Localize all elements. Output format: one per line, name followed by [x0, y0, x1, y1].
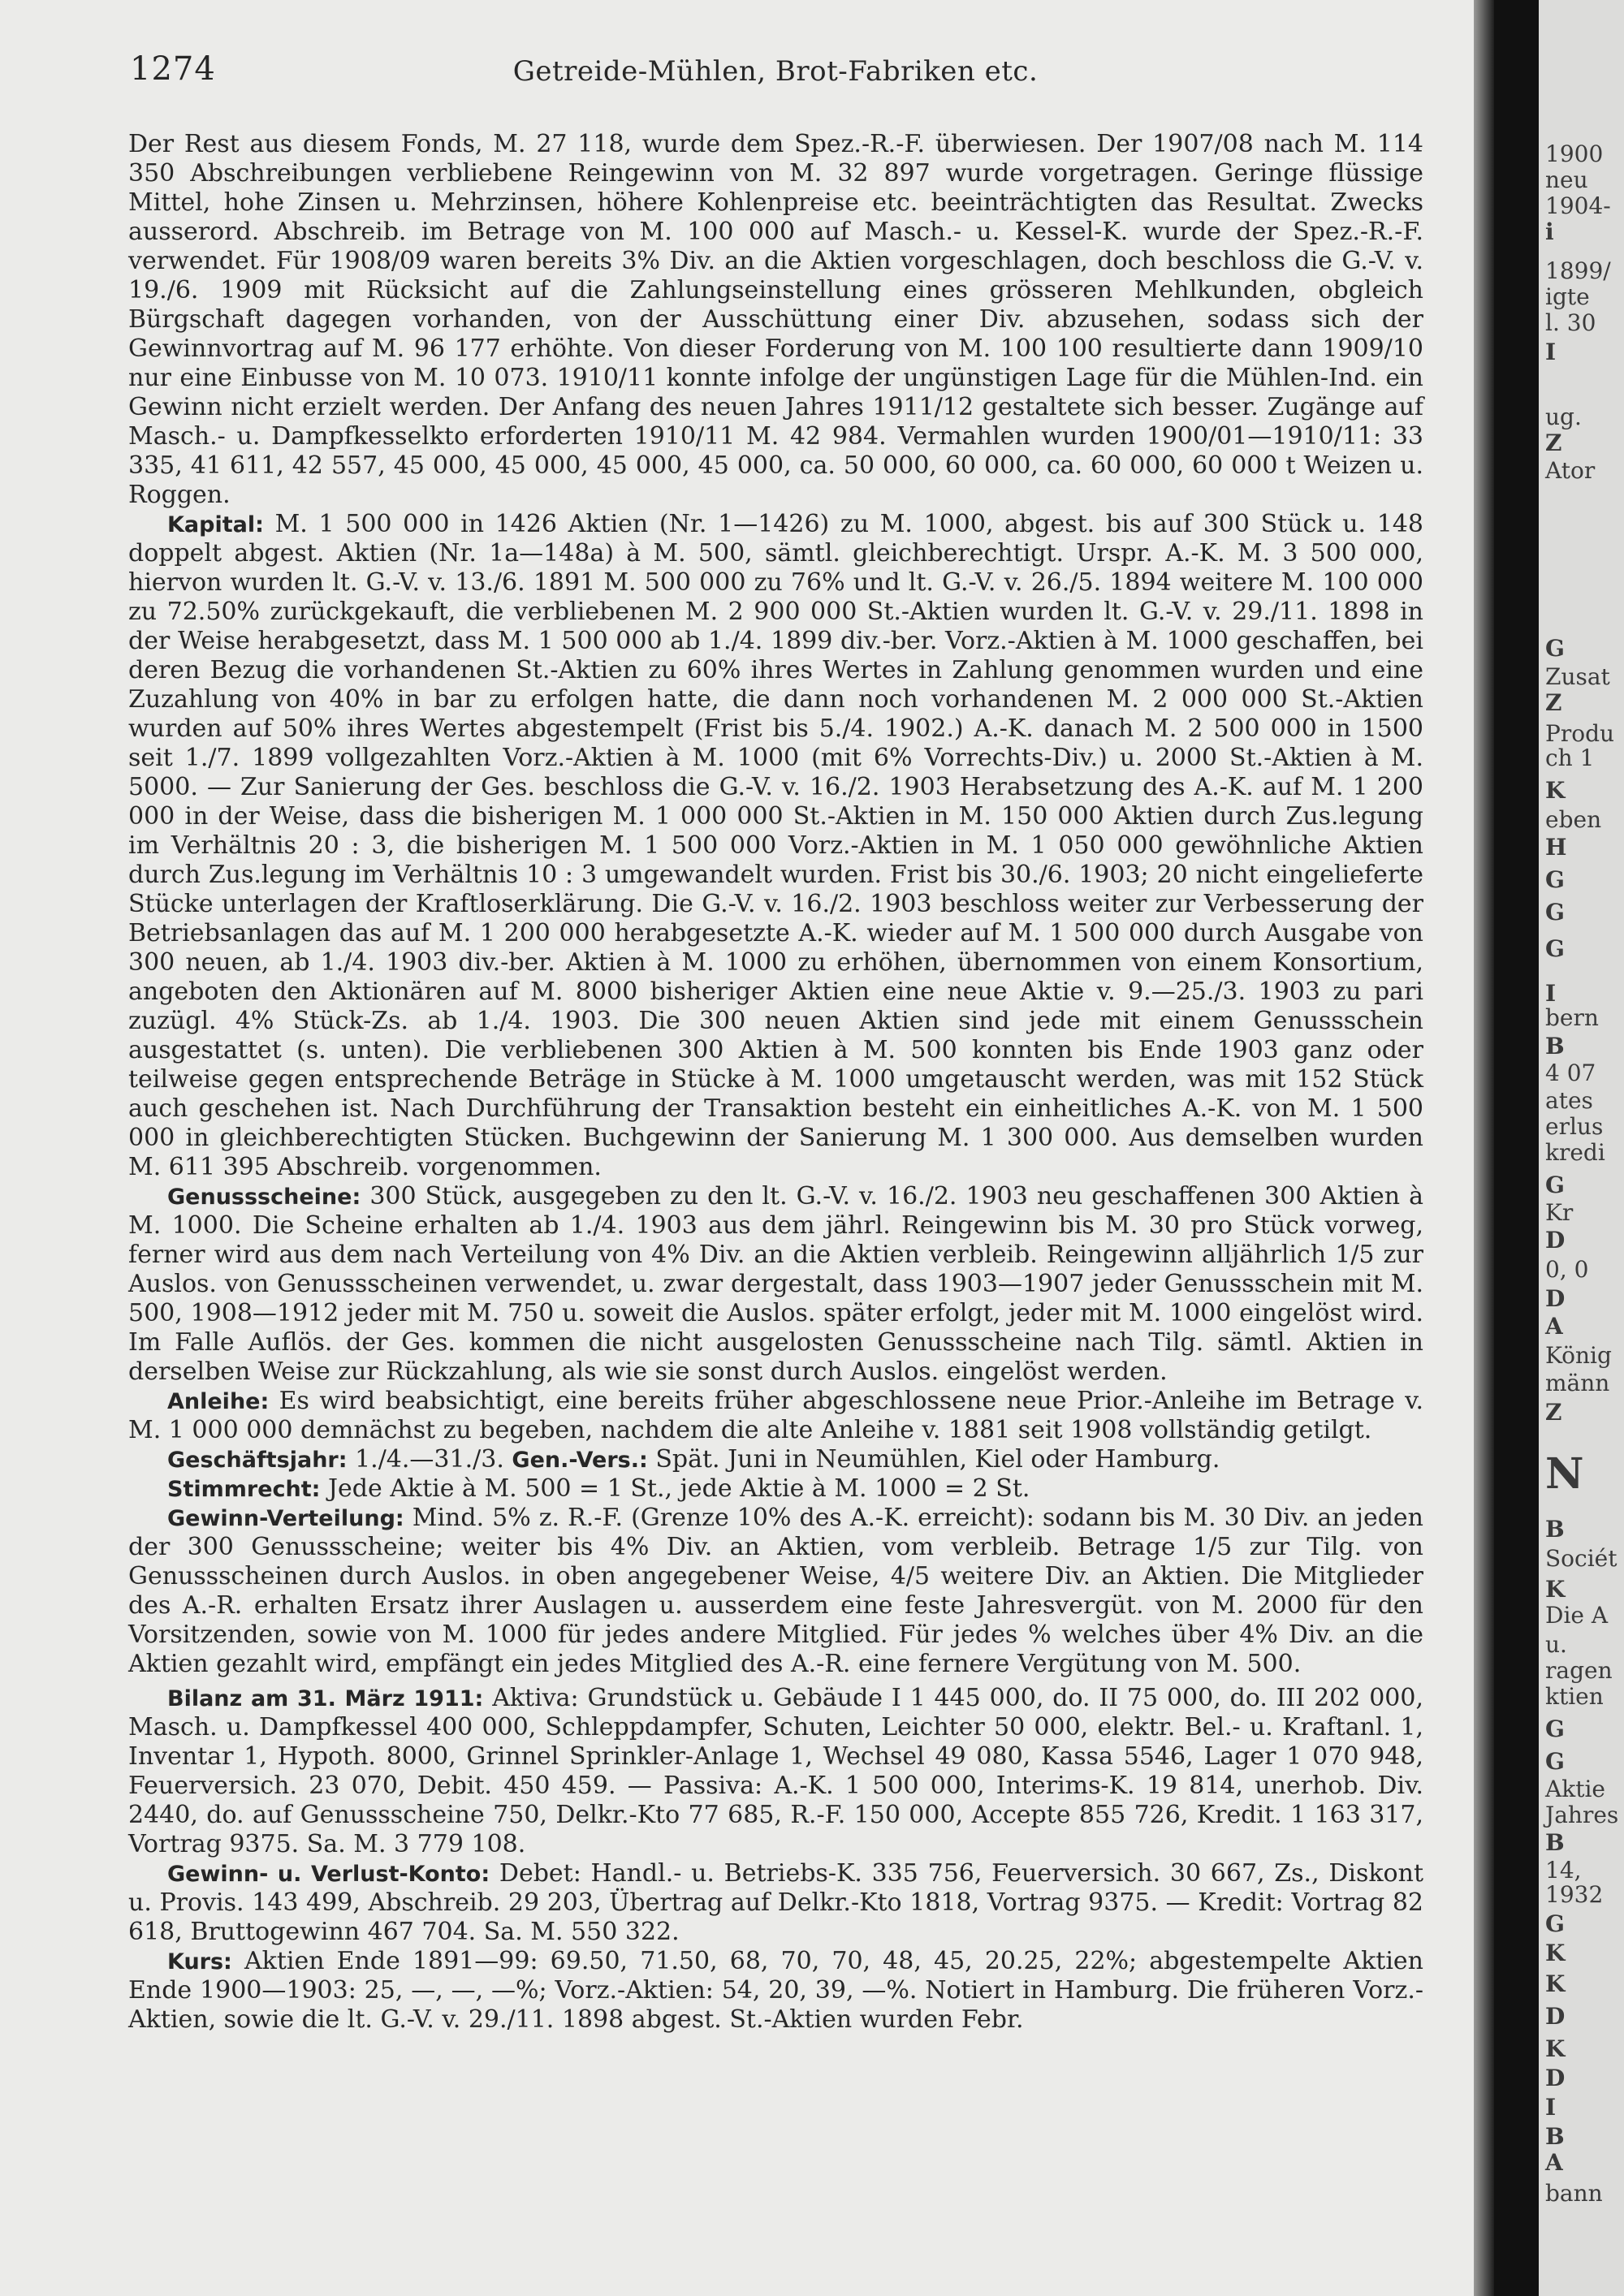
adjacent-page-fragment: I [1545, 2094, 1557, 2121]
paragraph-text: Mind. 5% z. R.-F. (Grenze 10% des A.-K. erreicht): sodann bis M. 30 Div. an jeden der 300 Genussscheine; weiter bis 4% Div. an Aktien, vom verbleib. Betrage 1/5 zur Tilg. von Genussscheinen durch Auslos. in oben angegebener Weise, 4/5 weitere Div. an Aktien. Die Mitglieder des A.-R. erhalten Ersatz ihrer Auslagen u. ausserdem eine feste Jahresvergüt. von M. 2000 für den Vorsitzenden, sowie von M. 1000 für jedes andere Mitglied. Für jedes % welches über 4% Div. an die Aktien gezahlt wird, empfängt ein jedes Mitglied des A.-R. eine fernere Vergütung von M. 500. [128, 1504, 1423, 1678]
adjacent-page-fragment: K [1545, 1576, 1566, 1603]
paragraph-text: 1./4.—31./3. [355, 1445, 504, 1474]
adjacent-page-fragment: Zusat [1545, 663, 1610, 690]
adjacent-page-fragment: Aktie [1545, 1776, 1605, 1802]
adjacent-page-fragment: G [1545, 635, 1565, 662]
paragraph-text: Debet: Handl.- u. Betriebs-K. 335 756, Feuerversich. 30 667, Zs., Diskont u. Provis. 143 499, Abschreib. 29 203, Übertrag auf Delkr.-Kto 1818, Vortrag 9375. — Kredit: Vortrag 82 618, Bruttogewinn 467 704. Sa. M. 550 322. [128, 1859, 1423, 1946]
section-label: Kapital: [167, 512, 264, 537]
adjacent-page-fragment: G [1545, 1172, 1565, 1198]
paragraph-fonds [128, 130, 1423, 510]
paragraph-text: Jede Aktie à M. 500 = 1 St., jede Aktie à M. 1000 = 2 St. [327, 1474, 1030, 1503]
adjacent-page-fragment: 1904- [1545, 192, 1611, 219]
adjacent-page-fragment: ragen [1545, 1657, 1613, 1684]
adjacent-page-fragment: König [1545, 1342, 1612, 1369]
adjacent-page-fragment: eben [1545, 806, 1602, 833]
adjacent-page-fragment: Z [1545, 429, 1562, 456]
adjacent-page-fragment: N [1545, 1449, 1584, 1499]
adjacent-page-fragment: G [1545, 866, 1565, 893]
paragraph-kapital [128, 510, 1423, 1182]
adjacent-page-fragment: K [1545, 1940, 1566, 1966]
section-label: Bilanz am 31. März 1911: [167, 1686, 484, 1711]
section-label: Gewinn- u. Verlust-Konto: [167, 1862, 490, 1887]
adjacent-page-fragment: kredi [1545, 1139, 1605, 1166]
adjacent-page-fragment: I [1545, 339, 1557, 365]
adjacent-page-fragment: Z [1545, 689, 1562, 716]
adjacent-page-fragment: G [1545, 1748, 1565, 1775]
paragraph-kurs [128, 1947, 1423, 2035]
adjacent-page-fragment: G [1545, 899, 1565, 926]
section-label: Gewinn-Verteilung: [167, 1506, 404, 1531]
adjacent-page-fragment: Z [1545, 1399, 1562, 1426]
adjacent-page-fragment: 1932 [1545, 1881, 1604, 1908]
adjacent-page-fragment: K [1545, 1970, 1566, 1997]
paragraph-genussscheine [128, 1182, 1423, 1387]
adjacent-page-fragment: Jahres [1545, 1802, 1619, 1828]
adjacent-page-fragment: I [1545, 980, 1557, 1007]
paragraph-text-gen-vers: Spät. Juni in Neumühlen, Kiel oder Hamburg. [655, 1445, 1220, 1474]
adjacent-page-fragment: K [1545, 2035, 1566, 2062]
adjacent-page-fragment: 14, [1545, 1857, 1582, 1884]
adjacent-page-fragment: ates [1545, 1087, 1593, 1114]
paragraph-bilanz [128, 1684, 1423, 1859]
adjacent-page-fragment: K [1545, 777, 1566, 804]
paragraph-anleihe [128, 1387, 1423, 1445]
adjacent-page-fragment: A [1545, 1313, 1563, 1340]
adjacent-page-fragment: D [1545, 1227, 1566, 1254]
adjacent-page-fragment: G [1545, 1716, 1565, 1742]
adjacent-page-fragment: ch 1 [1545, 744, 1595, 771]
page-header [130, 50, 1421, 99]
adjacent-page-fragment: Kr [1545, 1199, 1574, 1226]
adjacent-page-fragment: D [1545, 2065, 1566, 2091]
adjacent-page-fragment: G [1545, 1910, 1565, 1937]
adjacent-page-fragment: ug. [1545, 404, 1582, 430]
section-label: Kurs: [167, 1949, 232, 1974]
adjacent-page-edge [1539, 0, 1624, 2296]
adjacent-page-fragment: D [1545, 2003, 1566, 2030]
adjacent-page-fragment: 1900 [1545, 140, 1604, 167]
article-body [128, 130, 1423, 2035]
paragraph-gewinn-verteilung [128, 1504, 1423, 1679]
paragraph-geschaeftsjahr [128, 1445, 1423, 1474]
adjacent-page-fragment: 4 07 [1545, 1060, 1596, 1086]
adjacent-page-fragment: Produ [1545, 720, 1615, 747]
paragraph-gewinn-verlust [128, 1859, 1423, 1947]
adjacent-page-fragment: igte [1545, 283, 1590, 310]
adjacent-page-fragment: bann [1545, 2180, 1603, 2207]
page-gutter-shadow [1474, 0, 1494, 2296]
adjacent-page-fragment: neu [1545, 166, 1588, 193]
adjacent-page-fragment: bern [1545, 1004, 1599, 1031]
paragraph-text: Der Rest aus diesem Fonds, M. 27 118, wurde dem Spez.-R.-F. überwiesen. Der 1907/08 nach M. 114 350 Abschreibungen verbliebene Reingewinn von M. 32 897 wurde vorgetragen. Geringe flüssige Mittel, hohe Zinsen u. Mehrzinsen, höhere Kohlenpreise etc. beeinträchtigten das Resultat. Zwecks ausserord. Abschreib. im Betrage von M. 100 000 auf Masch.- u. Kessel-K. wurde der Spez.-R.-F. verwendet. Für 1908/09 waren bereits 3% Div. an die Aktien vorgeschlagen, doch beschloss die G.-V. v. 19./6. 1909 mit Rücksicht auf die Zahlungseinstellung eines grösseren Mehlkunden, obgleich Bürgschaft dagegen vorhanden, von der Ausschüttung einer Div. abzusehen, sodass sich der Gewinnvortrag auf M. 96 177 erhöhte. Von dieser Forderung von M. 100 100 resultierte dann 1909/10 nur eine Einbusse von M. 10 073. 1910/11 konnte infolge der ungünstigen Lage für die Mühlen-Ind. ein Gewinn nicht erzielt werden. Der Anfang des neuen Jahres 1911/12 gestaltete sich besser. Zugänge auf Masch.- u. Dampfkesselkto erforderten 1910/11 M. 42 984. Vermahlen wurden 1900/01—1910/11: 33 335, 41 611, 42 557, 45 000, 45 000, 45 000, 45 000, ca. 50 000, 60 000, ca. 60 000, 60 000 t Weizen u. Roggen. [128, 130, 1423, 509]
adjacent-page-fragment: B [1545, 1033, 1565, 1060]
section-label-gen-vers: Gen.-Vers.: [512, 1448, 648, 1473]
paragraph-text: 300 Stück, ausgegeben zu den lt. G.-V. v. 16./2. 1903 neu geschaffenen 300 Aktien à M. 1000. Die Scheine erhalten ab 1./4. 1903 aus dem jährl. Reingewinn bis M. 30 pro Stück vorweg, ferner wird aus dem nach Verteilung von 4% Div. an die Aktien verbleib. Reingewinn alljährlich 1/5 zur Auslos. von Genussscheinen verwendet, u. zwar dergestalt, dass 1903—1907 jeder Genussschein mit M. 500, 1908—1912 jeder mit M. 750 u. soweit die Auslos. später erfolgt, jeder mit M. 1000 eingelöst wird. Im Falle Auflös. der Ges. kommen die nicht ausgelosten Genussscheine nach Tilg. sämtl. Aktien in derselben Weise zur Rückzahlung, als wie sie sonst durch Auslos. eingelöst werden. [128, 1182, 1423, 1386]
adjacent-page-fragment: D [1545, 1285, 1566, 1312]
adjacent-page-fragment: i [1545, 218, 1554, 245]
adjacent-page-fragment: Sociét [1545, 1545, 1618, 1572]
adjacent-page-fragment: 1899/ [1545, 257, 1611, 284]
section-label: Stimmrecht: [167, 1477, 321, 1502]
adjacent-page-fragment: ktien [1545, 1683, 1604, 1710]
adjacent-page-fragment: männ [1545, 1370, 1610, 1396]
adjacent-page-fragment: Die A [1545, 1602, 1609, 1629]
adjacent-page-fragment: 0, 0 [1545, 1256, 1589, 1283]
adjacent-page-fragment: u. [1545, 1631, 1567, 1658]
adjacent-page-fragment: l. 30 [1545, 309, 1596, 336]
adjacent-page-fragment: B [1545, 1829, 1565, 1856]
page-number: 1274 [130, 50, 216, 88]
adjacent-page-fragment: H [1545, 834, 1567, 861]
section-label: Genussscheine: [167, 1185, 361, 1210]
adjacent-page-fragment: G [1545, 935, 1565, 962]
adjacent-page-fragment: Ator [1545, 457, 1596, 484]
paragraph-stimmrecht [128, 1474, 1423, 1504]
paragraph-text: Aktien Ende 1891—99: 69.50, 71.50, 68, 70, 70, 48, 45, 20.25, 22%; abgestempelte Aktien Ende 1900—1903: 25, —, —, —%; Vorz.-Aktien: 54, 20, 39, —%. Notiert in Hamburg. Die früheren Vorz.-Aktien, sowie die lt. G.-V. v. 29./11. 1898 abgest. St.-Aktien wurden Febr. [128, 1947, 1423, 2034]
adjacent-page-fragment: erlus [1545, 1113, 1604, 1140]
paragraph-text: Es wird beabsichtigt, eine bereits früher abgeschlossene neue Prior.-Anleihe im Betrage v. M. 1 000 000 demnächst zu begeben, nachdem die alte Anleihe v. 1881 seit 1908 vollständig getilgt. [128, 1387, 1423, 1444]
section-label: Geschäftsjahr: [167, 1448, 348, 1473]
paragraph-text: M. 1 500 000 in 1426 Aktien (Nr. 1—1426) zu M. 1000, abgest. bis auf 300 Stück u. 148 doppelt abgest. Aktien (Nr. 1a—148a) à M. 500, sämtl. gleichberechtigt. Urspr. A.-K. M. 3 500 000, hiervon wurden lt. G.-V. v. 13./6. 1891 M. 500 000 zu 76% und lt. G.-V. v. 26./5. 1894 weitere M. 100 000 zu 72.50% zurückgekauft, die verbliebenen M. 2 900 000 St.-Aktien wurden lt. G.-V. v. 29./11. 1898 in der Weise herabgesetzt, dass M. 1 500 000 ab 1./4. 1899 div.-ber. Vorz.-Aktien à M. 1000 geschaffen, bei deren Bezug die vorhandenen St.-Aktien zu 60% ihres Wertes in Zahlung genommen wurden und eine Zuzahlung von 40% in bar zu erfolgen hatte, die dann noch vorhandenen M. 2 000 000 St.-Aktien wurden auf 50% ihres Wertes abgestempelt (Frist bis 5./4. 1902.) A.-K. danach M. 2 500 000 in 1500 seit 1./7. 1899 vollgezahlten Vorz.-Aktien à M. 1000 (mit 6% Vorrechts-Div.) u. 2000 St.-Aktien à M. 5000. — Zur Sanierung der Ges. beschloss die G.-V. v. 16./2. 1903 Herabsetzung des A.-K. auf M. 1 200 000 in der Weise, dass die bisherigen M. 1 000 000 St.-Aktien in M. 150 000 Aktien durch Zus.legung im Verhältnis 20 : 3, die bisherigen M. 1 500 000 Vorz.-Aktien in M. 1 050 000 gewöhnliche Aktien durch Zus.legung im Verhältnis 10 : 3 umgewandelt wurden. Frist bis 30./6. 1903; 20 nicht eingelieferte Stücke unterlagen der Kraftloserklärung. Die G.-V. v. 16./2. 1903 beschloss weiter zur Verbesserung der Betriebsanlagen das auf M. 1 200 000 herabgesetzte A.-K. wieder auf M. 1 500 000 durch Ausgabe von 300 neuen, ab 1./4. 1903 div.-ber. Aktien à M. 1000 zu erhöhen, übernommen von einem Konsortium, angeboten den Aktionären auf M. 8000 bisheriger Aktien eine neue Aktie v. 9.—25./3. 1903 zu pari zuzügl. 4% Stück-Zs. ab 1./4. 1903. Die 300 neuen Aktien sind jede mit einem Genussschein ausgestattet (s. unten). Die verbliebenen 300 Aktien à M. 500 konnten bis Ende 1903 ganz oder teilweise gegen entsprechende Beträge in Stücke à M. 1000 umgetauscht werden, was mit 152 Stück auch geschehen ist. Nach Durchführung der Transaktion besteht ein einheitliches A.-K. von M. 1 500 000 in gleichberechtigten Stücken. Buchgewinn der Sanierung M. 1 300 000. Aus demselben wurden M. 611 395 Abschreib. vorgenommen. [128, 510, 1423, 1181]
paragraph-text: Aktiva: Grundstück u. Gebäude I 1 445 000, do. II 75 000, do. III 202 000, Masch. u. Dampfkessel 400 000, Schleppdampfer, Schuten, Leichter 50 000, elektr. Bel.- u. Kraftanl. 1, Inventar 1, Hypoth. 8000, Grinnel Sprinkler-Anlage 1, Wechsel 49 080, Kassa 5546, Lager 1 070 948, Feuerversich. 23 070, Debit. 450 459. — Passiva: A.-K. 1 500 000, Interims-K. 19 814, unerhob. Div. 2440, do. auf Genussscheine 750, Delkr.-Kto 77 685, R.-F. 150 000, Accepte 855 726, Kredit. 1 163 317, Vortrag 9375. Sa. M. 3 779 108. [128, 1684, 1424, 1858]
adjacent-page-fragment: B [1545, 1516, 1565, 1543]
adjacent-page-fragment: A [1545, 2149, 1563, 2176]
adjacent-page-fragment: B [1545, 2123, 1565, 2150]
section-label: Anleihe: [167, 1389, 270, 1414]
book-binding [1494, 0, 1539, 2296]
running-title: Getreide-Mühlen, Brot-Fabriken etc. [512, 55, 1039, 88]
